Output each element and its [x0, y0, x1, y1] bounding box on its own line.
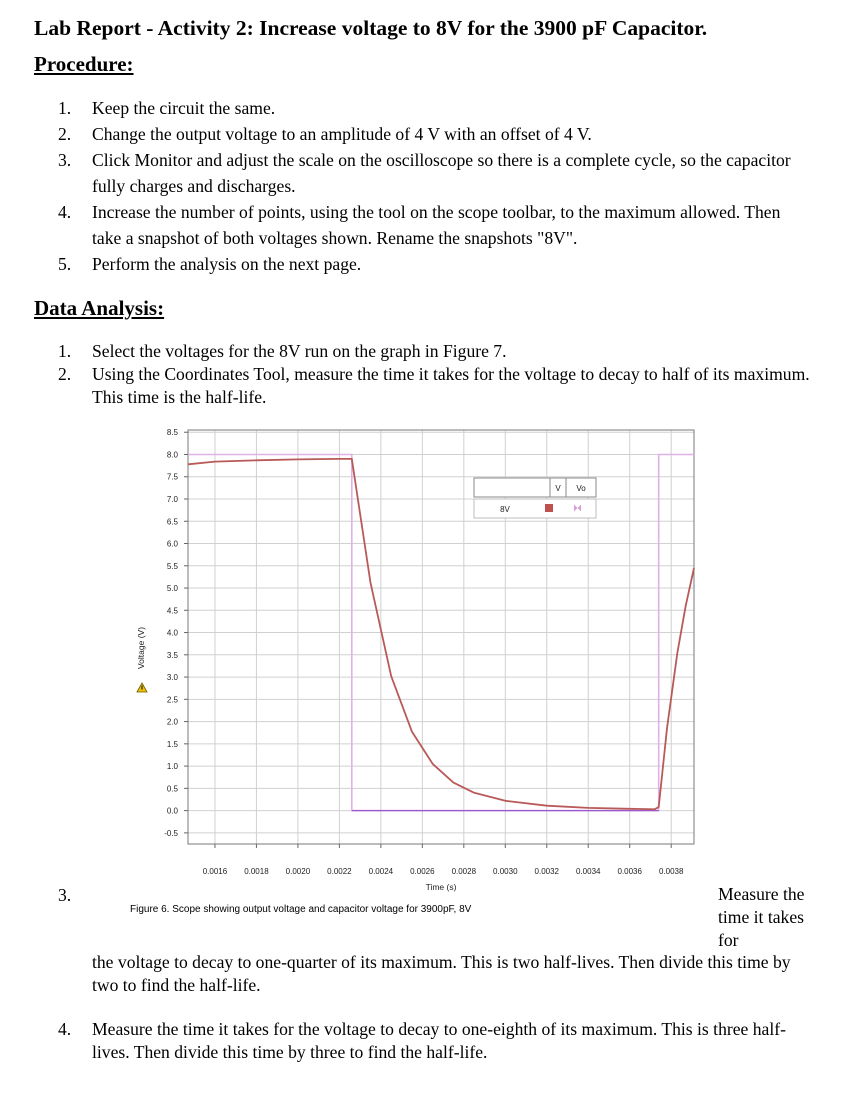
- x-tick-label: 0.0016: [202, 867, 228, 876]
- y-tick-label: 5.5: [166, 561, 178, 571]
- y-tick-label: 3.5: [166, 650, 178, 660]
- y-axis-label-group: [136, 627, 146, 669]
- y-tick-label: 4.5: [166, 606, 178, 616]
- legend-v-swatch[interactable]: [545, 504, 553, 512]
- y-tick-label: -0.5: [164, 828, 178, 838]
- y-ticks: [164, 428, 188, 838]
- y-tick-label: 2.5: [166, 695, 178, 705]
- x-axis-label: Time (s): [425, 882, 457, 892]
- procedure-heading: Procedure:: [34, 52, 134, 76]
- x-tick-label: 0.0018: [244, 867, 269, 876]
- x-tick-label: 0.0032: [534, 867, 559, 876]
- x-tick-label: 0.0024: [368, 867, 394, 876]
- scope-chart: [120, 420, 710, 900]
- y-tick-label: 7.5: [166, 472, 178, 482]
- analysis-step: 1. Select the voltages for the 8V run on the graph in Figure 7.: [58, 341, 507, 361]
- procedure-step: 5. Perform the analysis on the next page.: [58, 254, 362, 274]
- analysis-step-3-number: 3.: [58, 885, 72, 905]
- y-tick-label: 7.0: [166, 495, 178, 504]
- legend-vo-label: Vo: [576, 484, 586, 493]
- x-tick-label: 0.0030: [493, 867, 518, 876]
- y-tick-label: 2.0: [166, 717, 178, 727]
- procedure-step: 2. Change the output voltage to an amplitude of 4 V with an offset of 4 V.: [58, 124, 592, 144]
- y-tick-label: 0.0: [166, 806, 178, 816]
- y-tick-label: 5.0: [166, 584, 178, 594]
- analysis-heading: Data Analysis:: [34, 296, 165, 320]
- procedure-step: 3. Click Monitor and adjust the scale on the oscilloscope so there is a complete cycle, so the capacitor fully charges and discharges.: [58, 150, 791, 196]
- y-tick-label: 1.5: [166, 739, 178, 749]
- x-tick-label: 0.0020: [285, 867, 311, 876]
- x-tick-label: 0.0026: [410, 867, 435, 876]
- warning-icon[interactable]: [137, 683, 147, 692]
- y-tick-label: 1.0: [166, 762, 178, 772]
- y-tick-label: 6.0: [166, 539, 178, 549]
- y-tick-label: 8.0: [166, 450, 178, 460]
- y-tick-label: 3.0: [166, 673, 178, 683]
- y-tick-label: 8.5: [166, 428, 178, 438]
- procedure-step: 1. Keep the circuit the same.: [58, 98, 276, 118]
- analysis-step-4-number: 4.: [58, 1019, 72, 1039]
- x-tick-label: 0.0034: [576, 867, 601, 876]
- analysis-list: [54, 340, 814, 409]
- legend-row[interactable]: [474, 499, 596, 518]
- x-tick-label: 0.0028: [451, 867, 477, 876]
- procedure-step: 4. Increase the number of points, using the tool on the scope toolbar, to the maximum allowed. Then take a snapshot of both voltages shown. Rename the snapshots "8V".: [58, 202, 781, 248]
- legend-v-label: V: [555, 484, 561, 493]
- plot-frame: [188, 430, 694, 844]
- y-tick-label: 4.0: [166, 628, 178, 638]
- analysis-step-4-text: Measure the time it takes for the voltage to decay to one-eighth of its maximum. This is three half-lives. Then divide this time by three to find the half-life.: [92, 1019, 786, 1062]
- chart-grid: [188, 430, 694, 844]
- analysis-step-3-lead: Measure the time it takes for: [718, 884, 805, 950]
- x-tick-label: 0.0022: [327, 867, 352, 876]
- y-tick-label: 0.5: [166, 784, 178, 794]
- x-tick-label: 0.0036: [617, 867, 642, 876]
- y-tick-label: 6.5: [166, 517, 178, 527]
- x-ticks: [203, 844, 684, 876]
- analysis-step: 2. Using the Coordinates Tool, measure the time it takes for the voltage to decay to half of its maximum. This time is the half-life.: [58, 364, 810, 407]
- figure-caption: Figure 6. Scope showing output voltage and capacitor voltage for 3900pF, 8V: [130, 904, 472, 915]
- snapshot-legend[interactable]: [474, 478, 596, 518]
- capacitor-voltage-line: [188, 459, 694, 809]
- legend-snapshot-name: 8V: [500, 505, 510, 514]
- legend-name-box[interactable]: [474, 478, 550, 497]
- y-axis-label: Voltage (V): [136, 626, 146, 670]
- analysis-step-3-text: the voltage to decay to one-quarter of its maximum. This is two half-lives. Then divide this time by two to find the half-life.: [92, 952, 791, 995]
- report-title: Lab Report - Activity 2: Increase voltage to 8V for the 3900 pF Capacitor.: [34, 16, 708, 40]
- procedure-list: [54, 95, 814, 277]
- x-tick-label: 0.0038: [658, 867, 684, 876]
